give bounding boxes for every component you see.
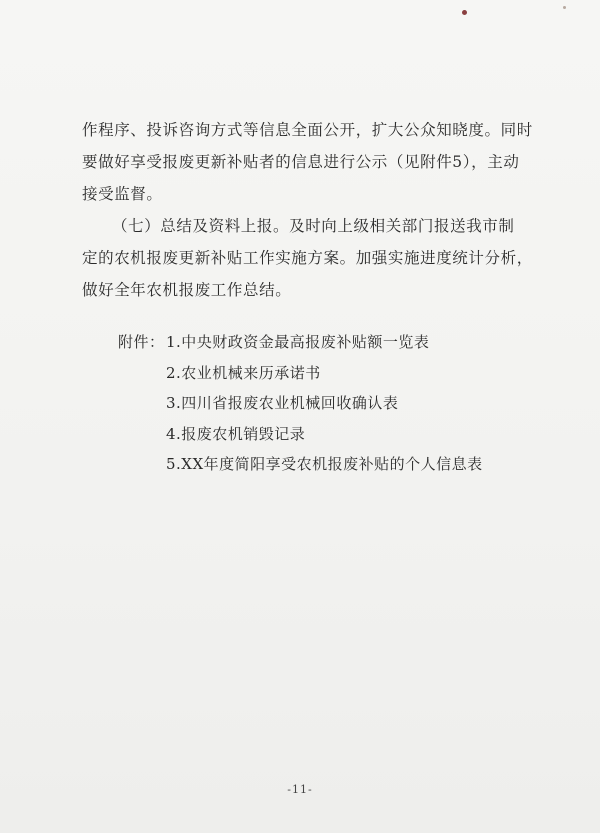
attachment-item: 1.中央财政资金最高报废补贴额一览表 — [166, 333, 430, 351]
text-line: 接受监督。 — [82, 185, 163, 203]
attachment-row — [118, 419, 483, 450]
attachment-row — [118, 388, 483, 419]
text-line: 要做好享受报废更新补贴者的信息进行公示（见附件5），主动 — [82, 153, 520, 171]
text-line: （七）总结及资料上报。及时向上级相关部门报送我市制 — [112, 217, 515, 235]
paragraph-summary-reporting — [82, 210, 533, 306]
text-line: 做好全年农机报废工作总结。 — [82, 281, 292, 299]
attachments-label: 附件： — [118, 333, 165, 351]
attachment-item: 5.XX年度简阳享受农机报废补贴的个人信息表 — [166, 455, 483, 473]
attachment-row — [118, 358, 483, 389]
text-line: 定的农机报废更新补贴工作实施方案。加强实施进度统计分析， — [82, 249, 533, 267]
paragraph-publicity — [82, 114, 533, 210]
attachment-item: 3.四川省报废农业机械回收确认表 — [166, 394, 399, 412]
scan-speck — [462, 10, 467, 15]
attachment-row — [118, 449, 483, 480]
attachment-item: 2.农业机械来历承诺书 — [166, 363, 321, 382]
attachment-item: 4.报废农机销毁记录 — [166, 424, 306, 443]
attachment-row — [118, 327, 483, 358]
text-line: 作程序、投诉咨询方式等信息全面公开，扩大公众知晓度。同时 — [82, 121, 533, 139]
page-number: -11- — [287, 783, 313, 796]
attachments-list — [118, 327, 483, 480]
scan-speck — [563, 6, 566, 9]
